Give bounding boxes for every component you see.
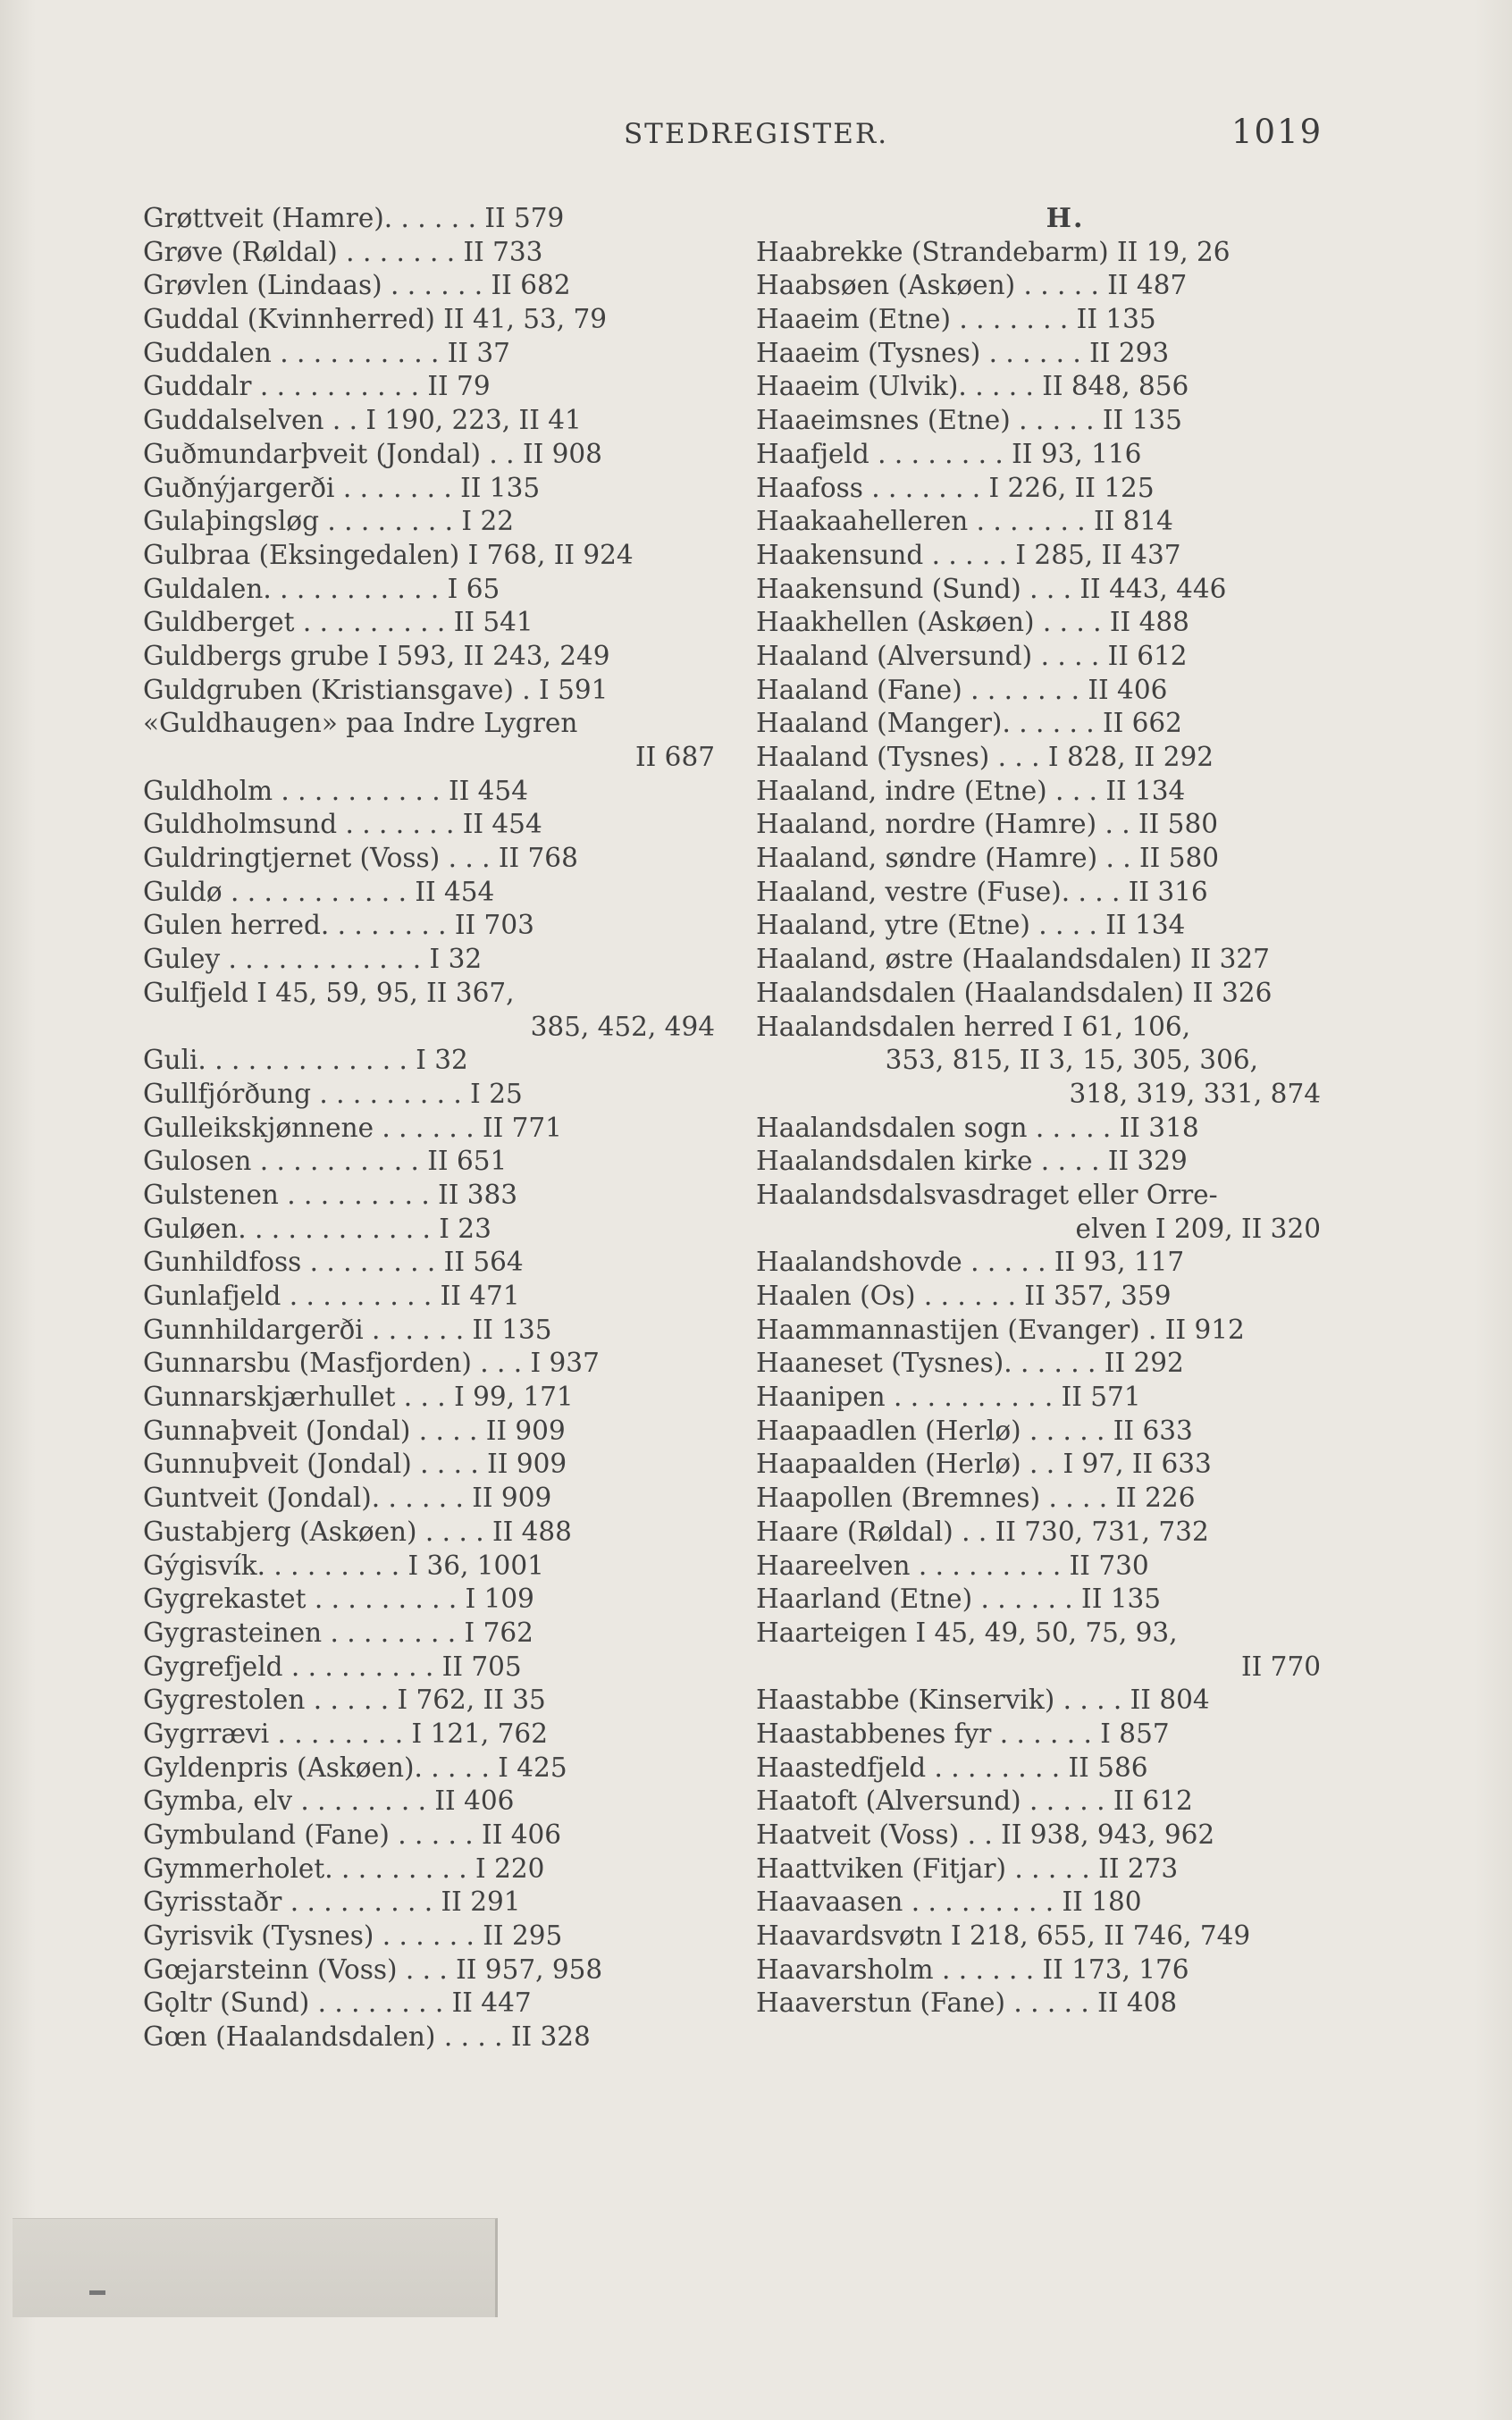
index-entry: Haaverstun (Fane) . . . . . II 408 <box>756 1987 1178 2019</box>
index-entry: Guddalselven . . I 190, 223, II 41 <box>143 405 582 436</box>
index-entry: Gulfjeld I 45, 59, 95, II 367, <box>143 977 515 1008</box>
index-entry: Guldholm . . . . . . . . . . II 454 <box>143 775 528 806</box>
index-entry: Guðmundarþveit (Jondal) . . II 908 <box>143 438 602 469</box>
index-entry: Guldringtjernet (Voss) . . . II 768 <box>143 843 578 874</box>
index-entry: Gulstenen . . . . . . . . . II 383 <box>143 1179 518 1210</box>
index-entry: Haalandsdalen kirke . . . . II 329 <box>756 1146 1188 1177</box>
index-entry: Haakhellen (Askøen) . . . . II 488 <box>756 607 1189 638</box>
index-entry: Gymba, elv . . . . . . . . II 406 <box>143 1786 515 1817</box>
index-entry: Guðnýjargerði . . . . . . . II 135 <box>143 472 541 503</box>
index-entry: Gymmerholet. . . . . . . . . I 220 <box>143 1853 545 1884</box>
index-entry: Haakaahelleren . . . . . . . II 814 <box>756 506 1173 537</box>
index-entry: Haabsøen (Askøen) . . . . . II 487 <box>756 270 1188 301</box>
index-entry: Haalandshovde . . . . . II 93, 117 <box>756 1247 1185 1278</box>
index-entry: Guldbergs grube I 593, II 243, 249 <box>143 640 610 671</box>
index-entry: Haalandsdalen (Haalandsdalen) II 326 <box>756 977 1273 1008</box>
index-entry: Gunnhildargerði . . . . . . II 135 <box>143 1314 552 1345</box>
index-entry: Haavarsholm . . . . . . II 173, 176 <box>756 1954 1189 1985</box>
index-entry: Haanipen . . . . . . . . . . II 571 <box>756 1382 1141 1413</box>
index-entry: Haaeim (Tysnes) . . . . . . II 293 <box>756 337 1170 368</box>
index-entry: Haabrekke (Strandebarm) II 19, 26 <box>756 236 1231 267</box>
index-entry: Guntveit (Jondal). . . . . . II 909 <box>143 1483 552 1514</box>
running-header-title: STEDREGISTER. <box>623 118 889 150</box>
index-entry: Haalandsdalsvasdraget eller Orre- <box>756 1179 1218 1210</box>
index-entry: Gulen herred. . . . . . . . II 703 <box>143 910 534 941</box>
index-entry: Guldgruben (Kristiansgave) . I 591 <box>143 674 609 705</box>
index-entry: Haakensund (Sund) . . . II 443, 446 <box>756 573 1227 604</box>
index-entry: Haaland, vestre (Fuse). . . . II 316 <box>756 876 1208 907</box>
index-entry: Gœjarsteinn (Voss) . . . II 957, 958 <box>143 1954 603 1985</box>
index-entry: Gyrisvik (Tysnes) . . . . . . II 295 <box>143 1920 563 1952</box>
index-entry: Guddal (Kvinnherred) II 41, 53, 79 <box>143 304 608 335</box>
index-entry: Haapaadlen (Herlø) . . . . . II 633 <box>756 1415 1193 1446</box>
index-entry: Haaland (Alversund) . . . . II 612 <box>756 640 1188 671</box>
index-entry-continuation: 318, 319, 331, 874 <box>1069 1078 1321 1109</box>
index-entry: Gœn (Haalandsdalen) . . . . II 328 <box>143 2021 591 2053</box>
index-entry: Gunnarskjærhullet . . . I 99, 171 <box>143 1382 574 1413</box>
index-entry: Haaland (Fane) . . . . . . . II 406 <box>756 674 1168 705</box>
index-entry: Haaeim (Ulvik). . . . . II 848, 856 <box>756 371 1189 402</box>
index-entry: Gǫltr (Sund) . . . . . . . . II 447 <box>143 1987 532 2019</box>
index-entry: Gygrefjeld . . . . . . . . . II 705 <box>143 1651 522 1682</box>
index-entry: Guldø . . . . . . . . . . . II 454 <box>143 876 495 907</box>
index-entry: Gulosen . . . . . . . . . . II 651 <box>143 1146 508 1177</box>
index-entry: Guli. . . . . . . . . . . . . I 32 <box>143 1045 468 1076</box>
index-entry: Guldholmsund . . . . . . . II 454 <box>143 809 542 840</box>
index-entry: Haalen (Os) . . . . . . II 357, 359 <box>756 1281 1172 1311</box>
index-entry: Haatveit (Voss) . . II 938, 943, 962 <box>756 1819 1215 1850</box>
index-entry: Haalandsdalen sogn . . . . . II 318 <box>756 1112 1199 1143</box>
index-entry: Haaland, søndre (Hamre) . . II 580 <box>756 843 1220 874</box>
index-entry-continuation: 353, 815, II 3, 15, 305, 306, <box>885 1045 1258 1076</box>
index-entry-continuation: elven I 209, II 320 <box>1075 1213 1321 1244</box>
index-entry: Guddalr . . . . . . . . . . II 79 <box>143 371 491 402</box>
index-entry: Gulaþingsløg . . . . . . . . I 22 <box>143 506 514 537</box>
index-entry: Haastabbenes fyr . . . . . . I 857 <box>756 1718 1170 1749</box>
index-entry: Haaland (Tysnes) . . . I 828, II 292 <box>756 742 1214 772</box>
index-entry: Haammannastijen (Evanger) . II 912 <box>756 1314 1245 1345</box>
index-entry: Gymbuland (Fane) . . . . . II 406 <box>143 1819 562 1850</box>
index-entry: Grøttveit (Hamre). . . . . . II 579 <box>143 203 565 233</box>
index-entry: Gygrekastet . . . . . . . . . I 109 <box>143 1584 534 1615</box>
stamp-mark <box>89 2290 105 2295</box>
index-entry: Haaland, nordre (Hamre) . . II 580 <box>756 809 1218 840</box>
index-entry: Haaland, ytre (Etne) . . . . II 134 <box>756 910 1186 941</box>
index-entry: Haaneset (Tysnes). . . . . . II 292 <box>756 1348 1184 1379</box>
index-entry: Haaland (Manger). . . . . . II 662 <box>756 708 1182 739</box>
index-entry: Haarteigen I 45, 49, 50, 75, 93, <box>756 1617 1178 1648</box>
index-entry: Guldberget . . . . . . . . . II 541 <box>143 607 533 638</box>
index-entry-continuation: 385, 452, 494 <box>530 1011 715 1042</box>
left-index-column <box>143 202 715 2054</box>
index-entry: Grøve (Røldal) . . . . . . . II 733 <box>143 236 543 267</box>
index-entry: Gyldenpris (Askøen). . . . . I 425 <box>143 1752 567 1783</box>
page-number: 1019 <box>1231 113 1323 151</box>
library-stamp-area <box>13 2218 498 2317</box>
index-entry: Gýgisvík. . . . . . . . . I 36, 1001 <box>143 1550 544 1581</box>
index-entry: Gulbraa (Eksingedalen) I 768, II 924 <box>143 539 634 570</box>
index-entry: Haaeim (Etne) . . . . . . . II 135 <box>756 304 1156 335</box>
index-entry: Haaland, indre (Etne) . . . II 134 <box>756 775 1186 806</box>
index-entry: Gygrasteinen . . . . . . . . I 762 <box>143 1617 533 1648</box>
index-entry: Gullfjórðung . . . . . . . . . I 25 <box>143 1078 523 1109</box>
index-entry: Haalandsdalen herred I 61, 106, <box>756 1011 1191 1042</box>
index-entry: Haastabbe (Kinservik) . . . . II 804 <box>756 1685 1210 1716</box>
index-entry: Haarland (Etne) . . . . . . II 135 <box>756 1584 1162 1615</box>
index-entry: Grøvlen (Lindaas) . . . . . . II 682 <box>143 270 571 301</box>
index-entry: Guley . . . . . . . . . . . . I 32 <box>143 944 483 975</box>
index-entry: Gygrrævi . . . . . . . . I 121, 762 <box>143 1718 548 1749</box>
index-entry: Gustabjerg (Askøen) . . . . II 488 <box>143 1516 572 1547</box>
index-entry: Guløen. . . . . . . . . . . . I 23 <box>143 1213 491 1244</box>
index-entry: Haatoft (Alversund) . . . . . II 612 <box>756 1786 1193 1817</box>
index-entry: Haavaasen . . . . . . . . . II 180 <box>756 1886 1142 1918</box>
index-entry: Haare (Røldal) . . II 730, 731, 732 <box>756 1516 1209 1547</box>
index-entry: Haaeimsnes (Etne) . . . . . II 135 <box>756 405 1182 436</box>
index-entry: Gyrisstaðr . . . . . . . . . II 291 <box>143 1886 521 1918</box>
index-entry: Guldalen. . . . . . . . . . . I 65 <box>143 573 500 604</box>
right-index-column <box>756 202 1321 2021</box>
index-entry: Haastedfjeld . . . . . . . . II 586 <box>756 1752 1148 1783</box>
index-entry: Gunnarsbu (Masfjorden) . . . I 937 <box>143 1348 600 1379</box>
index-entry: Haafjeld . . . . . . . . II 93, 116 <box>756 438 1142 469</box>
index-entry: Haaland, østre (Haalandsdalen) II 327 <box>756 944 1270 975</box>
index-entry: Gunnaþveit (Jondal) . . . . II 909 <box>143 1415 566 1446</box>
index-entry: Gunnuþveit (Jondal) . . . . II 909 <box>143 1449 567 1480</box>
index-entry: Gygrestolen . . . . . I 762, II 35 <box>143 1685 546 1716</box>
index-entry: Guddalen . . . . . . . . . . II 37 <box>143 337 510 368</box>
index-entry: Haavardsvøtn I 218, 655, II 746, 749 <box>756 1920 1251 1952</box>
index-entry: Gunlafjeld . . . . . . . . . II 471 <box>143 1281 520 1311</box>
section-letter-heading: H. <box>1046 203 1085 234</box>
index-entry-continuation: II 770 <box>1241 1651 1321 1682</box>
index-entry-continuation: II 687 <box>635 742 715 772</box>
index-entry: Haareelven . . . . . . . . . II 730 <box>756 1550 1149 1581</box>
index-entry: Gulleikskjønnene . . . . . . II 771 <box>143 1112 562 1143</box>
index-entry: Haafoss . . . . . . . I 226, II 125 <box>756 472 1155 503</box>
index-entry: Haakensund . . . . . I 285, II 437 <box>756 539 1181 570</box>
index-entry: «Guldhaugen» paa Indre Lygren <box>143 708 578 739</box>
index-entry: Haapollen (Bremnes) . . . . II 226 <box>756 1483 1196 1514</box>
index-entry: Haattviken (Fitjar) . . . . . II 273 <box>756 1853 1179 1884</box>
index-entry: Haapaalden (Herlø) . . I 97, II 633 <box>756 1449 1212 1480</box>
index-entry: Gunhildfoss . . . . . . . . II 564 <box>143 1247 524 1278</box>
